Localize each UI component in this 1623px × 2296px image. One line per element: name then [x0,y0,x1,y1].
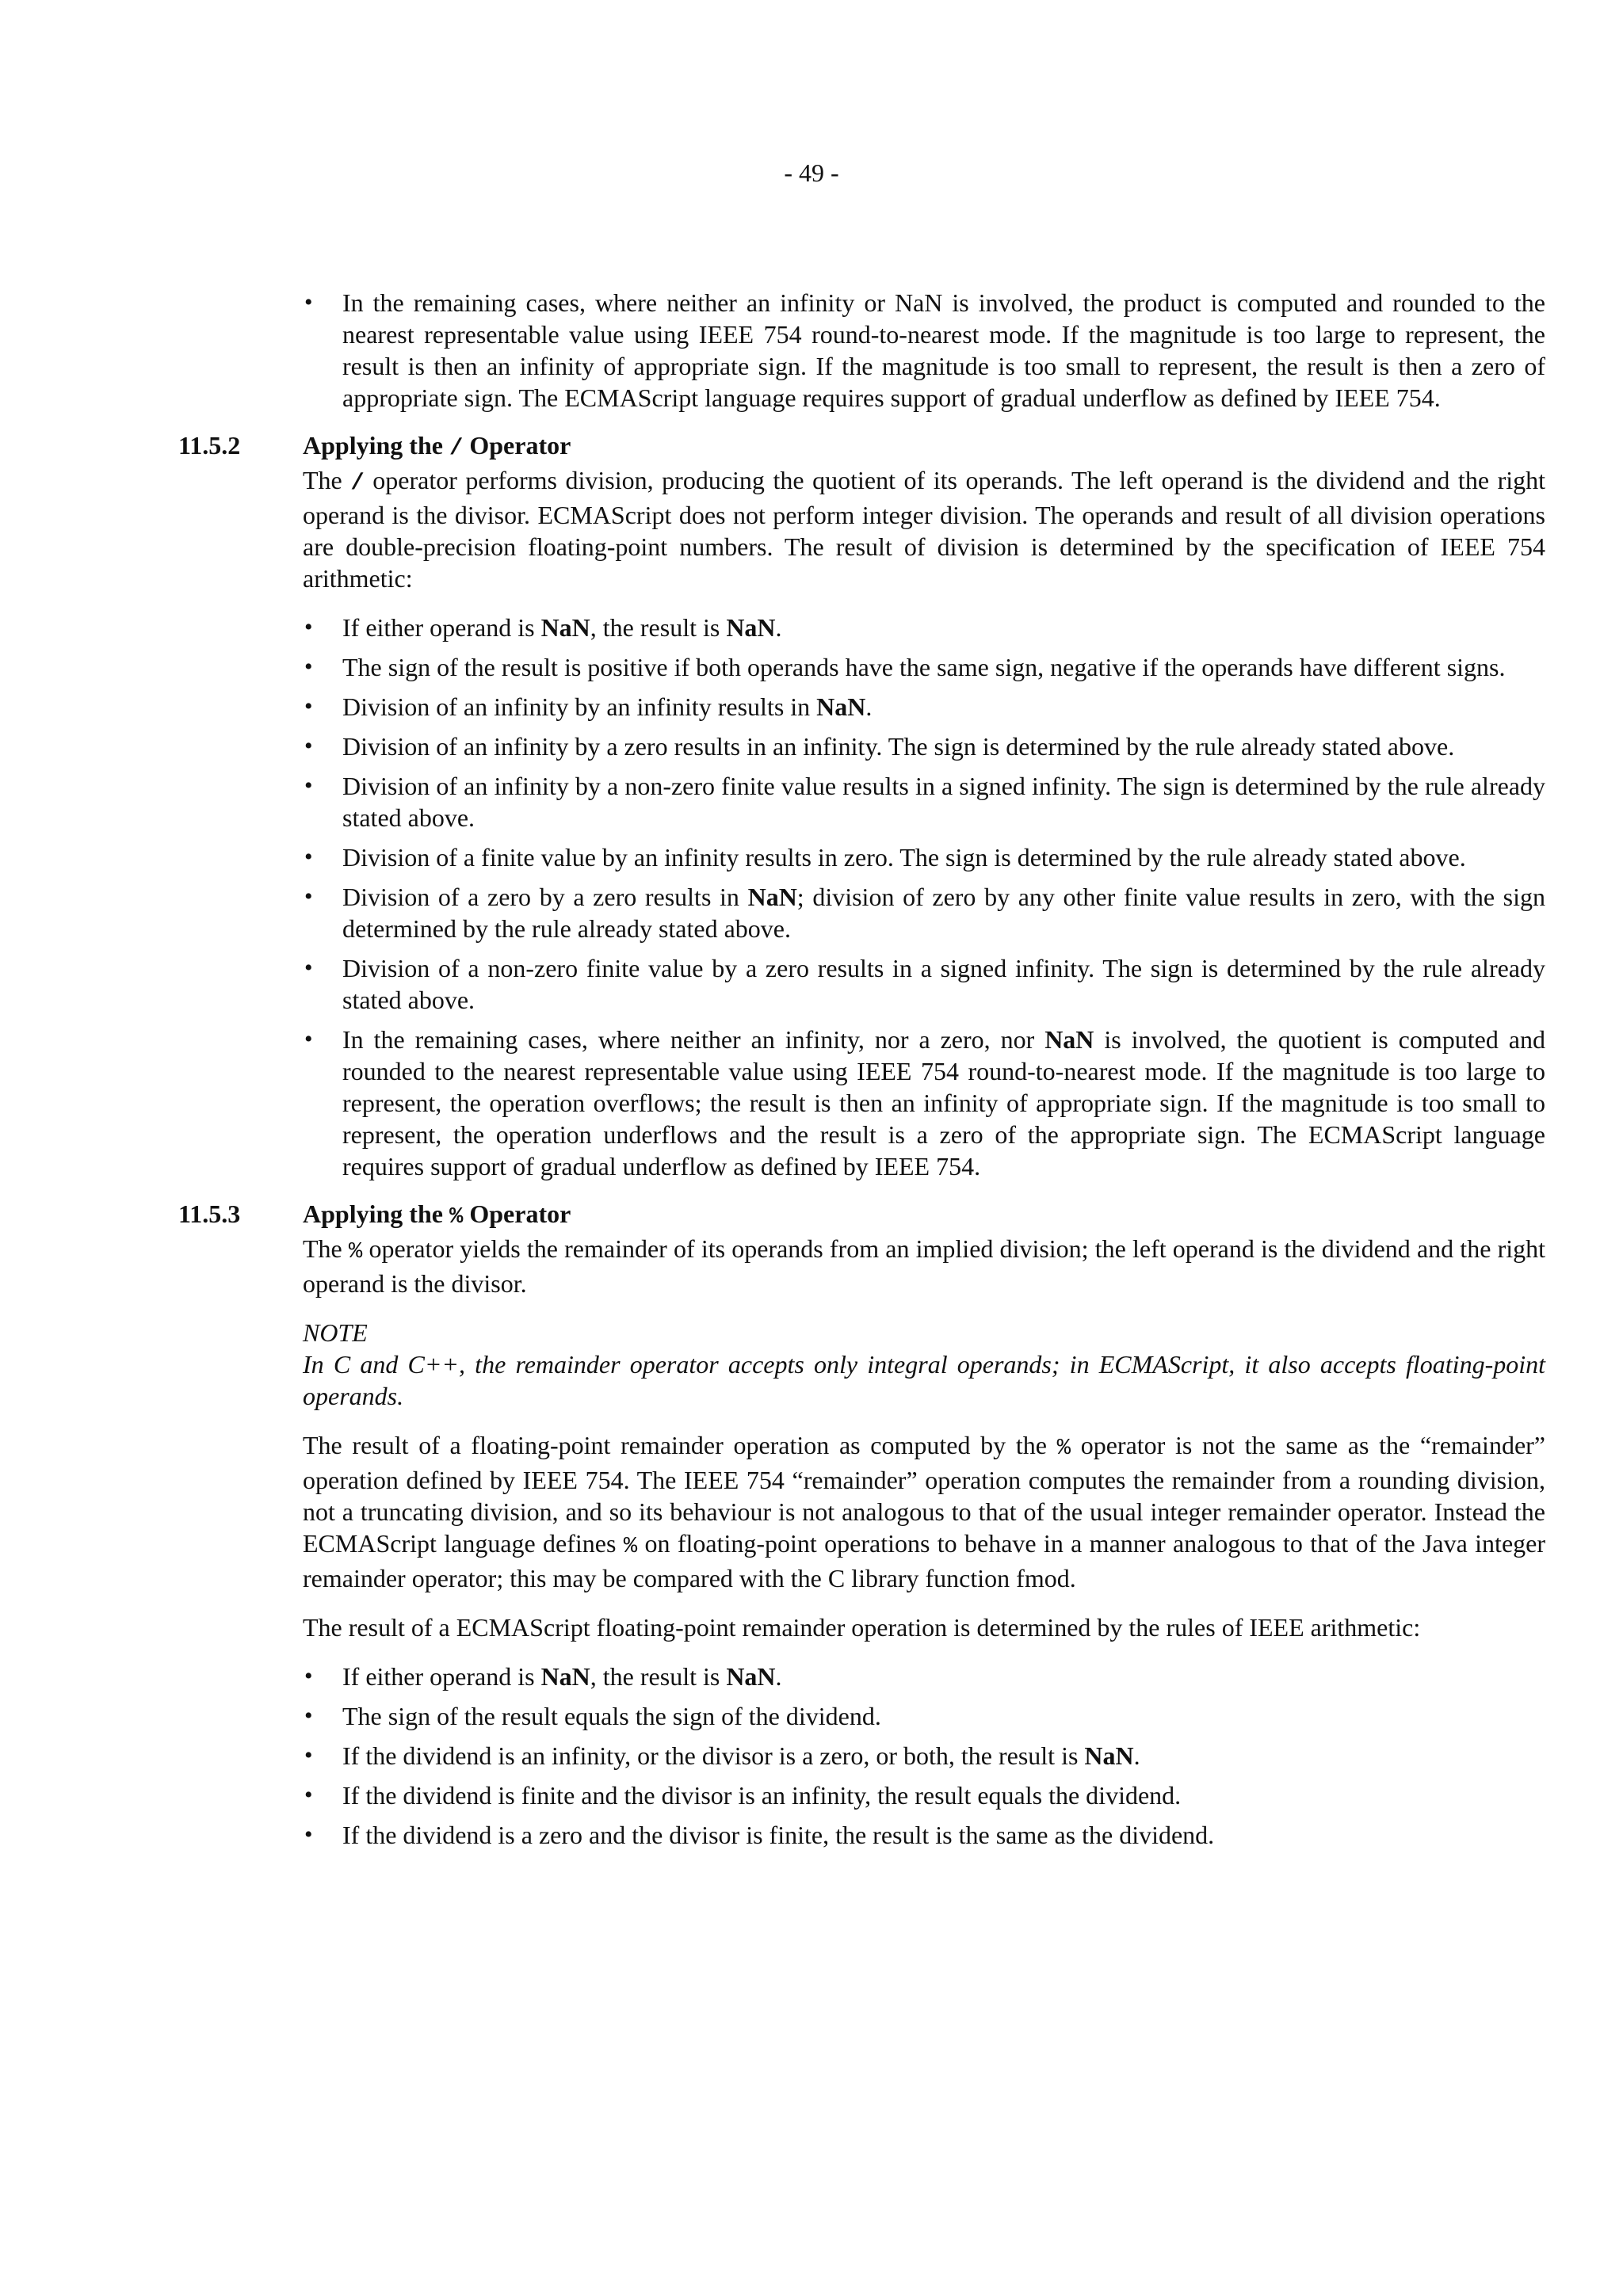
list-item [303,1024,1545,1182]
paragraph [303,464,1545,594]
list-item [303,691,1545,723]
text-run: Division of an infinity by an infinity results in [342,692,817,721]
bullet-list [303,612,1545,1182]
list-item: • The sign of the result is positive if both operands have the same sign, negative if the operands have different signs. [303,651,1545,683]
text-run: operator is not the same as the “remainder” operation defined by IEEE 754. The IEEE 754 “remainder” operation computes the remainder from a rounding division, not a truncating division, and so its behaviour is not analogous to that of the usual integer remainder operator. Instead the ECMAScript language defines [303,1431,1546,1558]
section-body-11-5-3 [303,1233,1545,1851]
operator-symbol: / [350,470,365,496]
operator-symbol: % [449,1203,464,1230]
nan-keyword: NaN [1044,1025,1094,1054]
text-run: . [865,692,873,721]
section-title [303,429,571,464]
list-item: • If the dividend is finite and the divisor is an infinity, the result equals the dividend. [303,1779,1545,1811]
section-title [303,1198,571,1233]
list-item: • Division of an infinity by a non-zero finite value results in a signed infinity. The sign is determined by the rule already stated above. [303,770,1545,833]
text-run: ; division of zero by any other finite value results in zero, with the sign determined by the rule already stated above. [342,883,1546,943]
page-content [178,287,1545,1859]
page-number: - 49 - [784,158,839,187]
section-title-text: Applying the [303,1199,449,1228]
intro-block [303,287,1545,414]
list-item: • In the remaining cases, where neither an infinity or NaN is involved, the product is computed and rounded to the nearest representable value using IEEE 754 round-to-nearest mode. If the magnitude is too large to represent, the result is then an infinity of appropriate sign. If the magnitude is too small to represent, the result is then a zero of appropriate sign. The ECMAScript language requires support of gradual underflow as defined by IEEE 754. [303,287,1545,414]
section-title-text: Operator [463,1199,571,1228]
note-label: NOTE [303,1318,368,1347]
nan-keyword: NaN [540,613,590,642]
bullet-list [303,1661,1545,1851]
section-number: 11.5.3 [178,1199,241,1228]
text-run: . [1133,1741,1140,1770]
operator-symbol: % [623,1533,638,1559]
list-item: • The sign of the result equals the sign of the dividend. [303,1700,1545,1732]
text-run: operator yields the remainder of its operands from an implied division; the left operand is the dividend and the right operand is the divisor. [303,1234,1546,1298]
list-item: • Division of an infinity by a zero results in an infinity. The sign is determined by the rule already stated above. [303,730,1545,762]
nan-keyword: NaN [747,883,797,911]
nan-keyword: NaN [726,1662,776,1691]
list-item: • Division of a finite value by an infinity results in zero. The sign is determined by the rule already stated above. [303,841,1545,873]
text-run: , the result is [590,1662,727,1691]
text-run: , the result is [590,613,727,642]
text-run: . [775,613,782,642]
paragraph [303,1429,1545,1594]
text-run: If either operand is [342,1662,541,1691]
nan-keyword: NaN [816,692,866,721]
text-run: The [303,466,351,494]
text-run: on floating-point operations to behave in a manner analogous to that of the Java integer remainder operator; this may be compared with the C library function fmod. [303,1529,1545,1592]
text-run: . [775,1662,782,1691]
list-item [303,612,1545,643]
text-run: Division of a zero by a zero results in [342,883,748,911]
section-number: 11.5.2 [178,431,241,460]
intro-bullet-list [303,287,1545,414]
nan-keyword: NaN [1084,1741,1134,1770]
text-run: In the remaining cases, where neither an infinity, nor a zero, nor [342,1025,1045,1054]
note-text: In C and C++, the remainder operator accepts only integral operands; in ECMAScript, it also accepts floating-point operands. [303,1350,1545,1410]
section-heading-11-5-2 [178,429,1545,464]
list-item [303,881,1545,944]
list-item [303,1740,1545,1772]
text-run: If the dividend is an infinity, or the divisor is a zero, or both, the result is [342,1741,1085,1770]
operator-symbol: / [449,435,464,461]
text-run: The [303,1234,349,1263]
text-run: is involved, the quotient is computed and rounded to the nearest representable value using IEEE 754 round-to-nearest mode. If the magnitude is too large to represent, the operation overflows; the result is then an infinity of appropriate sign. If the magnitude is too small to represent, the operation underflows and the result is a zero of the appropriate sign. The ECMAScript language requires support of gradual underflow as defined by IEEE 754. [342,1025,1545,1180]
nan-keyword: NaN [726,613,776,642]
paragraph [303,1233,1545,1299]
nan-keyword: NaN [540,1662,590,1691]
list-item: • If the dividend is a zero and the divisor is finite, the result is the same as the dividend. [303,1819,1545,1851]
section-body-11-5-2 [303,464,1545,1182]
paragraph: The result of a ECMAScript floating-point remainder operation is determined by the rules of IEEE arithmetic: [303,1613,1421,1642]
section-heading-11-5-3 [178,1198,1545,1233]
text-run: operator performs division, producing the quotient of its operands. The left operand is the dividend and the right operand is the divisor. ECMAScript does not perform integer division. The operands and result of all division operations are double-precision floating-point numbers. The result of division is determined by the specification of IEEE 754 arithmetic: [303,466,1546,593]
list-item: • Division of a non-zero finite value by a zero results in a signed infinity. The sign is determined by the rule already stated above. [303,952,1545,1016]
operator-symbol: % [1056,1435,1071,1461]
list-item [303,1661,1545,1692]
text-run: The result of a floating-point remainder operation as computed by the [303,1431,1057,1459]
text-run: If either operand is [342,613,541,642]
section-title-text: Applying the [303,431,449,460]
section-title-text: Operator [463,431,571,460]
operator-symbol: % [348,1238,363,1264]
